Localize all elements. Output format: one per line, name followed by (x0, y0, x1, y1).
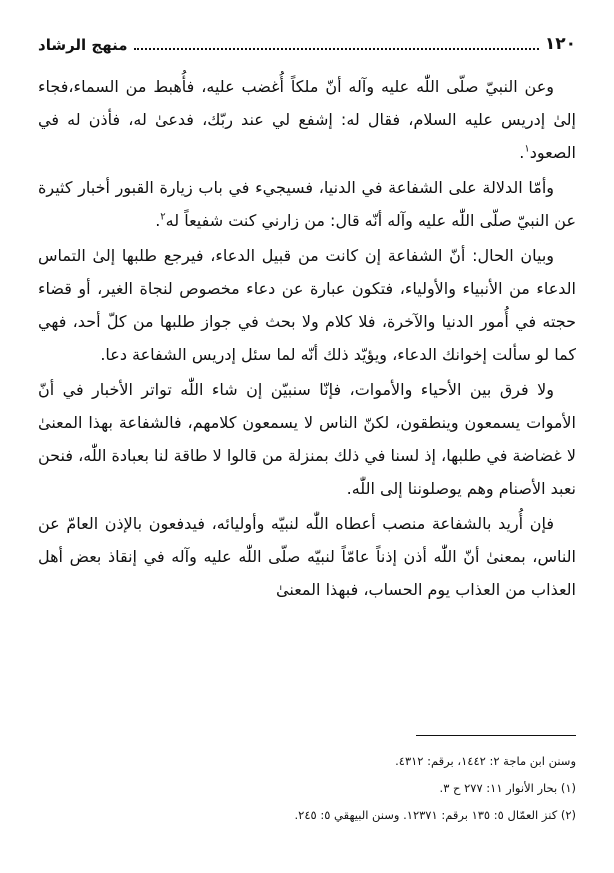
page-header (38, 28, 576, 54)
paragraph: وعن النبيّ صلّى اللّٰه عليه وآله أنّ ملكاً أُغضب عليه، فأُهبط من السماء،فجاء إلىٰ إدريس عليه السلام، فقال له: إشفع لي عند ربّك، فدعىٰ له، فأذن له في الصعود$^١$. (38, 77, 576, 162)
paragraph (38, 239, 576, 371)
running-title: منهج الرشاد (38, 36, 128, 54)
footnote: (١) بحار الأنوار ١١: ٢٧٧ ح ٣. (439, 781, 576, 795)
paragraph-text: وبيان الحال: أنّ الشفاعة إن كانت من قبيل الدعاء، فيرجع طلبها إلىٰ التماس الدعاء من الأنبياء والأولياء، فتكون عبارة عن دعاء مخصوص لنجاة الغير، أو قضاء حجته في أُمور الدنيا والآخرة، فلا كلام ولا بحث في جواز طلبها من كلّ أحد، فهي كما لو سألت إخوانك الدعاء، ويؤيّد ذلك أنّه لما سئل إدريس الشفاعة دعا. (38, 246, 576, 364)
paragraph (38, 373, 576, 505)
body-text (38, 70, 576, 608)
paragraph-text: فإن أُريد بالشفاعة منصب أعطاه اللّٰه لنبيّه وأوليائه، فيدفعون بالإذن العامّ عن الناس، بمعنىٰ أنّ اللّٰه أذن إذناً عامّاً لنبيّه صلّى اللّٰه عليه وآله في إنقاذ بعض أهل العذاب من العذاب يوم الحساب، فبهذا المعنىٰ (38, 514, 576, 599)
paragraph: وأمّا الدلالة على الشفاعة في الدنيا، فسيجيء في باب زيارة القبور أخبار كثيرة عن النبيّ صلّى اللّٰه عليه وآله أنّه قال: من زارني كنت شفيعاً له$^٢$. (38, 178, 576, 230)
footnote-separator (416, 735, 576, 736)
footnote-marker: ١ (524, 143, 530, 155)
header-dotted-leader (134, 47, 539, 50)
paragraph-text: وأمّا الدلالة على الشفاعة في الدنيا، فسيجيء في باب زيارة القبور أخبار كثيرة عن النبيّ صلّى اللّٰه عليه وآله أنّه قال: من زارني كنت شفيعاً له (38, 178, 576, 230)
page-number: ١٢٠ (544, 34, 576, 54)
footnote-marker: ٢ (160, 211, 166, 223)
paragraph (38, 507, 576, 606)
footnote: (٢) كنز العمّال ٥: ١٣٥ برقم: ١٢٣٧١. وسنن البيهقي ٥: ٢٤٥. (294, 808, 576, 822)
paragraph-text: وعن النبيّ صلّى اللّٰه عليه وآله أنّ ملكاً أُغضب عليه، فأُهبط من السماء،فجاء إلىٰ إدريس عليه السلام، فقال له: إشفع لي عند ربّك، فدعىٰ له، فأذن له في الصعود (38, 77, 576, 162)
paragraph-text: ولا فرق بين الأحياء والأموات، فإنّا سنبيّن إن شاء اللّٰه تواتر الأخبار في أنّ الأموات يسمعون وينطقون، لكنّ الناس لا يسمعون كلامهم، فالشفاعة بهذا المعنىٰ لا غضاضة في طلبها، إذ لسنا في ذلك بمنزلة من قالوا لا طاقة لنا بعبادة اللّٰه، فنحن نعبد الأصنام وهم يوصلوننا إلى اللّٰه. (38, 380, 576, 498)
footnote: وسنن ابن ماجة ٢: ١٤٤٢، برقم: ٤٣١٢. (395, 754, 576, 768)
footnotes (38, 748, 576, 829)
